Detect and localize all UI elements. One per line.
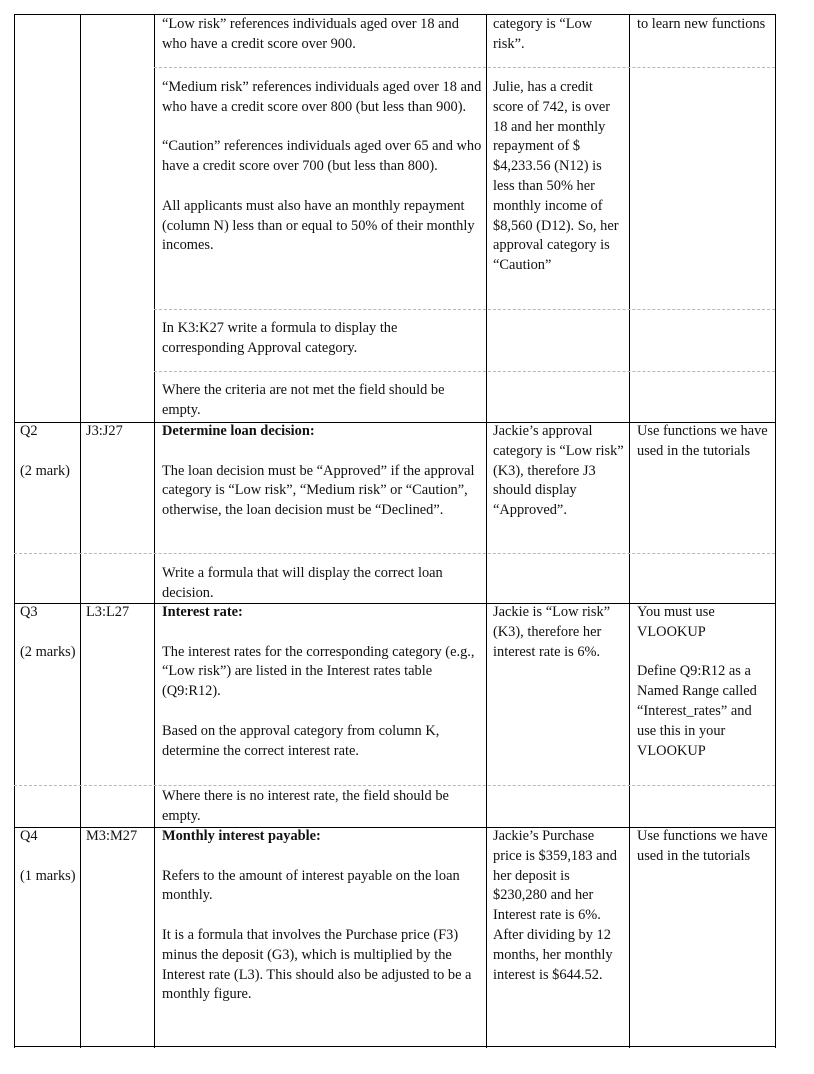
caution-definition: “Caution” references individuals aged over 65 and who have a credit score over 700 (but less than 800). (162, 138, 482, 175)
empty-field-instruction: Where the criteria are not met the field should be empty. (162, 382, 445, 418)
q4-number: Q4 (20, 828, 38, 844)
q3-example: Jackie is “Low risk” (K3), therefore her interest rate is 6%. (493, 604, 611, 660)
q3-notes-vlookup: You must use VLOOKUP (637, 604, 715, 640)
q2-body: The loan decision must be “Approved” if the approval category is “Low risk”, “Medium risk” or “Caution”, otherwise, the loan decision must be “Declined”. (162, 462, 475, 519)
row-separator (14, 785, 775, 786)
q3-notes-named-range: Define Q9:R12 as a Named Range called “Interest_rates” and use this in your VLOOKUP (637, 663, 757, 759)
table-border (486, 14, 487, 1048)
q4-example: Jackie’s Purchase price is $359,183 and her deposit is $230,280 and her Interest rate is 6%. After dividing by 12 months, her monthly interest is $644.52. (493, 828, 617, 983)
medium-risk-definition: “Medium risk” references individuals aged over 18 and who have a credit score over 800 (but less than 900). (162, 79, 482, 115)
q2-cells: J3:J27 (86, 423, 123, 439)
q4-notes: Use functions we have used in the tutorials (637, 828, 768, 864)
instructions-table (14, 14, 776, 1048)
q4-marks: (1 marks) (20, 867, 76, 884)
q2-description (162, 422, 482, 521)
q3-body-1: The interest rates for the corresponding category (e.g., “Low risk”) are listed in the Interest rates table (Q9:R12). (162, 643, 475, 700)
q3-sub-instruction: Where there is no interest rate, the field should be empty. (162, 788, 449, 824)
q4-title: Monthly interest payable: (162, 828, 321, 844)
q3-question (20, 603, 78, 662)
continuation-example: Julie, has a credit score of 742, is over 18 and her monthly repayment of $ $4,233.56 (N12) is less than 50% her monthly income of $8,560 (D12). So, her approval category is “Caution” (493, 79, 619, 274)
q2-example: Jackie’s approval category is “Low risk” (K3), therefore J3 should display “Approved”. (493, 423, 624, 519)
continuation-description (162, 15, 482, 55)
q4-description (162, 827, 482, 1005)
table-border (154, 14, 155, 1048)
q3-title: Interest rate: (162, 604, 243, 620)
approval-formula-instruction: In K3:K27 write a formula to display the corresponding Approval category. (162, 320, 398, 356)
low-risk-definition: “Low risk” references individuals aged over 18 and who have a credit score over 900. (162, 16, 459, 52)
row-separator (154, 309, 775, 310)
q4-question (20, 827, 78, 886)
q2-sub-instruction: Write a formula that will display the correct loan decision. (162, 565, 443, 601)
q2-marks: (2 mark) (20, 462, 70, 479)
row-separator (14, 553, 775, 554)
continuation-notes: to learn new functions (637, 16, 766, 32)
q3-body-2: Based on the approval category from column K, determine the correct interest rate. (162, 722, 440, 759)
q4-body-2: It is a formula that involves the Purchase price (F3) minus the deposit (G3), which is multiplied by the Interest rate (L3). This should also be adjusted to be a monthly figure. (162, 926, 472, 1003)
table-border (775, 14, 776, 1048)
q3-description (162, 603, 482, 761)
repayment-rule: All applicants must also have an monthly repayment (column N) less than or equal to 50% of their monthly incomes. (162, 197, 475, 254)
q2-title: Determine loan decision: (162, 423, 315, 439)
q4-cells: M3:M27 (86, 828, 138, 844)
table-border (80, 14, 81, 1048)
row-separator (154, 67, 775, 68)
table-border (14, 1046, 776, 1047)
table-border (629, 14, 630, 1048)
q3-notes (637, 603, 771, 761)
q3-cells: L3:L27 (86, 604, 130, 620)
q2-question (20, 422, 78, 481)
continuation-criteria (162, 78, 482, 256)
row-separator (154, 371, 775, 372)
table-border (14, 14, 15, 1048)
q4-body-1: Refers to the amount of interest payable on the loan monthly. (162, 867, 460, 904)
continuation-example-top: category is “Low risk”. (493, 16, 593, 52)
q3-marks: (2 marks) (20, 643, 76, 660)
q2-number: Q2 (20, 423, 38, 439)
q2-notes: Use functions we have used in the tutorials (637, 423, 768, 459)
q3-number: Q3 (20, 604, 38, 620)
